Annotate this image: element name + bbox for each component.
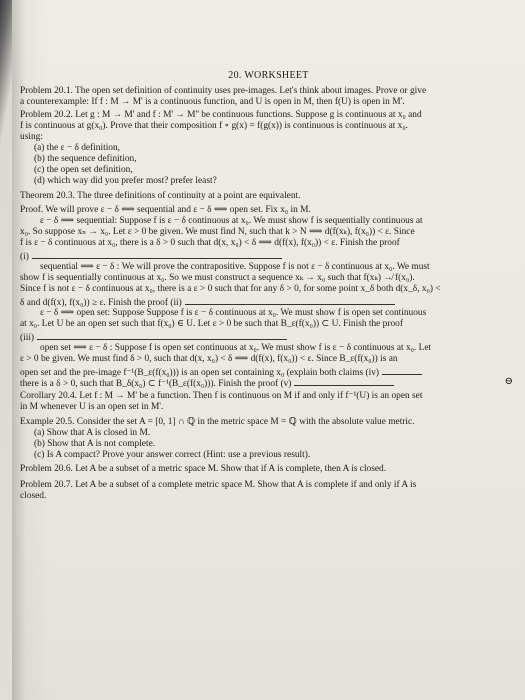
text-line-content: using: bbox=[20, 132, 43, 142]
answer-blank[interactable] bbox=[32, 249, 282, 259]
text-line bbox=[40, 262, 519, 273]
text-line bbox=[20, 132, 519, 143]
text-line-content: sequential ⟹ ε − δ : We will prove the contrapositive. Suppose f is not ε − δ continuous at x₀. We must bbox=[40, 262, 430, 272]
text-line bbox=[20, 121, 519, 132]
page-header: 20. WORKSHEET bbox=[228, 70, 309, 81]
text-line bbox=[20, 191, 519, 202]
text-line-content: in M whenever U is an open set in M'. bbox=[20, 402, 164, 412]
text-line-content: Example 20.5. Consider the set A = [0, 1] ∩ ℚ in the metric space M = ℚ with the absolute value metric. bbox=[20, 417, 415, 427]
text-line-content: (c) Is A compact? Prove your answer correct (Hint: use a previous result). bbox=[34, 450, 311, 460]
text-line bbox=[34, 176, 519, 187]
answer-blank[interactable] bbox=[37, 330, 287, 340]
text-line-content: Problem 20.7. Let A be a subset of a complete metric space M. Show that A is complete if and only if A is bbox=[20, 480, 417, 490]
text-line-content: Since f is not ε − δ continuous at x₀, there is a ε > 0 such that for any δ > 0, for some point x_δ both d(x_δ, x₀) < bbox=[20, 284, 441, 294]
text-line bbox=[34, 439, 519, 450]
text-line bbox=[40, 308, 519, 319]
text-line-content: f is continuous at g(x₀). Prove that their composition f ∘ g(x) = f(g(x)) is continuous is continuous at x₀. bbox=[20, 121, 408, 131]
text-line bbox=[34, 450, 519, 461]
text-line bbox=[20, 319, 519, 330]
answer-blank[interactable] bbox=[185, 295, 395, 305]
text-line bbox=[20, 354, 519, 365]
text-line bbox=[20, 491, 519, 502]
text-line-content: Corollary 20.4. Let f : M → M' be a function. Then f is continuous on M if and only if f⁻¹(U) is an open set bbox=[20, 391, 423, 401]
text-line bbox=[20, 273, 519, 284]
text-line-content: a counterexample: If f : M → M' is a continuous function, and U is open in M, then f(U) is open in M'. bbox=[20, 97, 405, 107]
text-line bbox=[20, 417, 519, 428]
text-line-content: (a) Show that A is closed in M. bbox=[34, 428, 151, 438]
text-line-content: x₀. So suppose xₙ → x₀. Let ε > 0 be given. We must find N, such that k > N ⟹ d(f(xₖ), f(x₀)) < ε. Since bbox=[20, 227, 415, 237]
text-line-content: (d) which way did you prefer most? prefer least? bbox=[34, 176, 217, 186]
text-line-content: (i) bbox=[20, 252, 29, 262]
text-line-content: there is a δ > 0, such that B_δ(x₀) ⊂ f⁻¹(B_ε(f(x₀))). Finish the proof (v) bbox=[20, 379, 292, 389]
text-line-content: Theorem 20.3. The three definitions of continuity at a point are equivalent. bbox=[20, 191, 301, 201]
text-line-content: ε − δ ⟹ sequential: Suppose f is ε − δ continuous at x₀. We must show f is sequentially continuous at bbox=[40, 216, 423, 226]
text-line-content: ε > 0 be given. We must find δ > 0, such that d(x, x₀) < δ ⟹ d(f(x), f(x₀)) < ε. Since B_ε(f(x₀)) is an bbox=[20, 354, 398, 364]
text-line bbox=[20, 86, 519, 97]
text-line bbox=[20, 110, 519, 121]
text-line bbox=[20, 391, 519, 402]
text-line bbox=[34, 165, 519, 176]
text-line-content: f is ε − δ continuous at x₀, there is a δ > 0 such that d(x, x₀) < δ ⟹ d(f(x), f(x₀)) < ε. Finish the proof bbox=[20, 238, 400, 248]
text-line-content: closed. bbox=[20, 491, 47, 501]
text-line-content: Proof. We will prove ε − δ ⟺ sequential and ε − δ ⟺ open set. Fix x₀ in M. bbox=[20, 205, 311, 215]
answer-blank[interactable] bbox=[294, 376, 394, 386]
text-line bbox=[20, 249, 519, 263]
text-line-content: δ and d(f(x), f(x₀)) ≥ ε. Finish the proof (ii) bbox=[20, 298, 182, 308]
text-line bbox=[34, 143, 519, 154]
text-line bbox=[20, 97, 519, 108]
text-line-content: (iii) bbox=[20, 333, 35, 343]
worksheet-page bbox=[12, 0, 525, 700]
text-line bbox=[20, 295, 519, 309]
text-line bbox=[20, 464, 519, 475]
text-line bbox=[20, 376, 519, 390]
text-line-content: (a) the ε − δ definition, bbox=[34, 143, 121, 153]
text-line-content: Problem 20.6. Let A be a subset of a metric space M. Show that if A is complete, then A is closed. bbox=[20, 464, 387, 474]
text-line-content: open set ⟹ ε − δ : Suppose f is open set continuous at x₀. We must show f is ε − δ continuous at x₀. Let bbox=[40, 343, 432, 353]
qed-symbol: ⊖ bbox=[504, 376, 513, 387]
text-line bbox=[40, 216, 519, 227]
text-line-content: Problem 20.1. The open set definition of continuity uses pre-images. Let's think about images. Prove or give bbox=[20, 86, 427, 96]
text-line bbox=[20, 330, 519, 344]
text-line bbox=[20, 227, 519, 238]
text-line-content: at x₀. Let U be an open set such that f(x₀) ∈ U. Let ε > 0 be such that B_ε(f(x₀)) ⊂ U. Finish the proof bbox=[20, 319, 403, 329]
text-line bbox=[20, 284, 519, 295]
text-line-content: (b) Show that A is not complete. bbox=[34, 439, 156, 449]
text-line bbox=[34, 428, 519, 439]
text-line bbox=[20, 238, 519, 249]
text-line-content: ε − δ ⟹ open set: Suppose Suppose f is ε − δ continuous at x₀. We must show f is open set continuous bbox=[40, 308, 427, 318]
answer-blank[interactable] bbox=[382, 365, 422, 375]
text-line-content: Problem 20.2. Let g : M → M' and f : M' → M'' be continuous functions. Suppose g is continuous at x₀ and bbox=[20, 110, 422, 120]
text-line bbox=[40, 343, 519, 354]
text-line-content: (b) the sequence definition, bbox=[34, 154, 137, 164]
text-line bbox=[20, 402, 519, 413]
text-line-content: (c) the open set definition, bbox=[34, 165, 133, 175]
text-line bbox=[20, 205, 519, 216]
text-line-content: show f is sequentially continuous at x₀. So we must construct a sequence xₖ → x₀ such that f(xₖ) ↛ f(x₀). bbox=[20, 273, 415, 283]
text-line bbox=[20, 480, 519, 491]
text-line-content: open set and the pre-image f⁻¹(B_ε(f(x₀))) is an open set containing x₀ (explain both claims (iv) bbox=[20, 368, 380, 378]
text-line bbox=[34, 154, 519, 165]
